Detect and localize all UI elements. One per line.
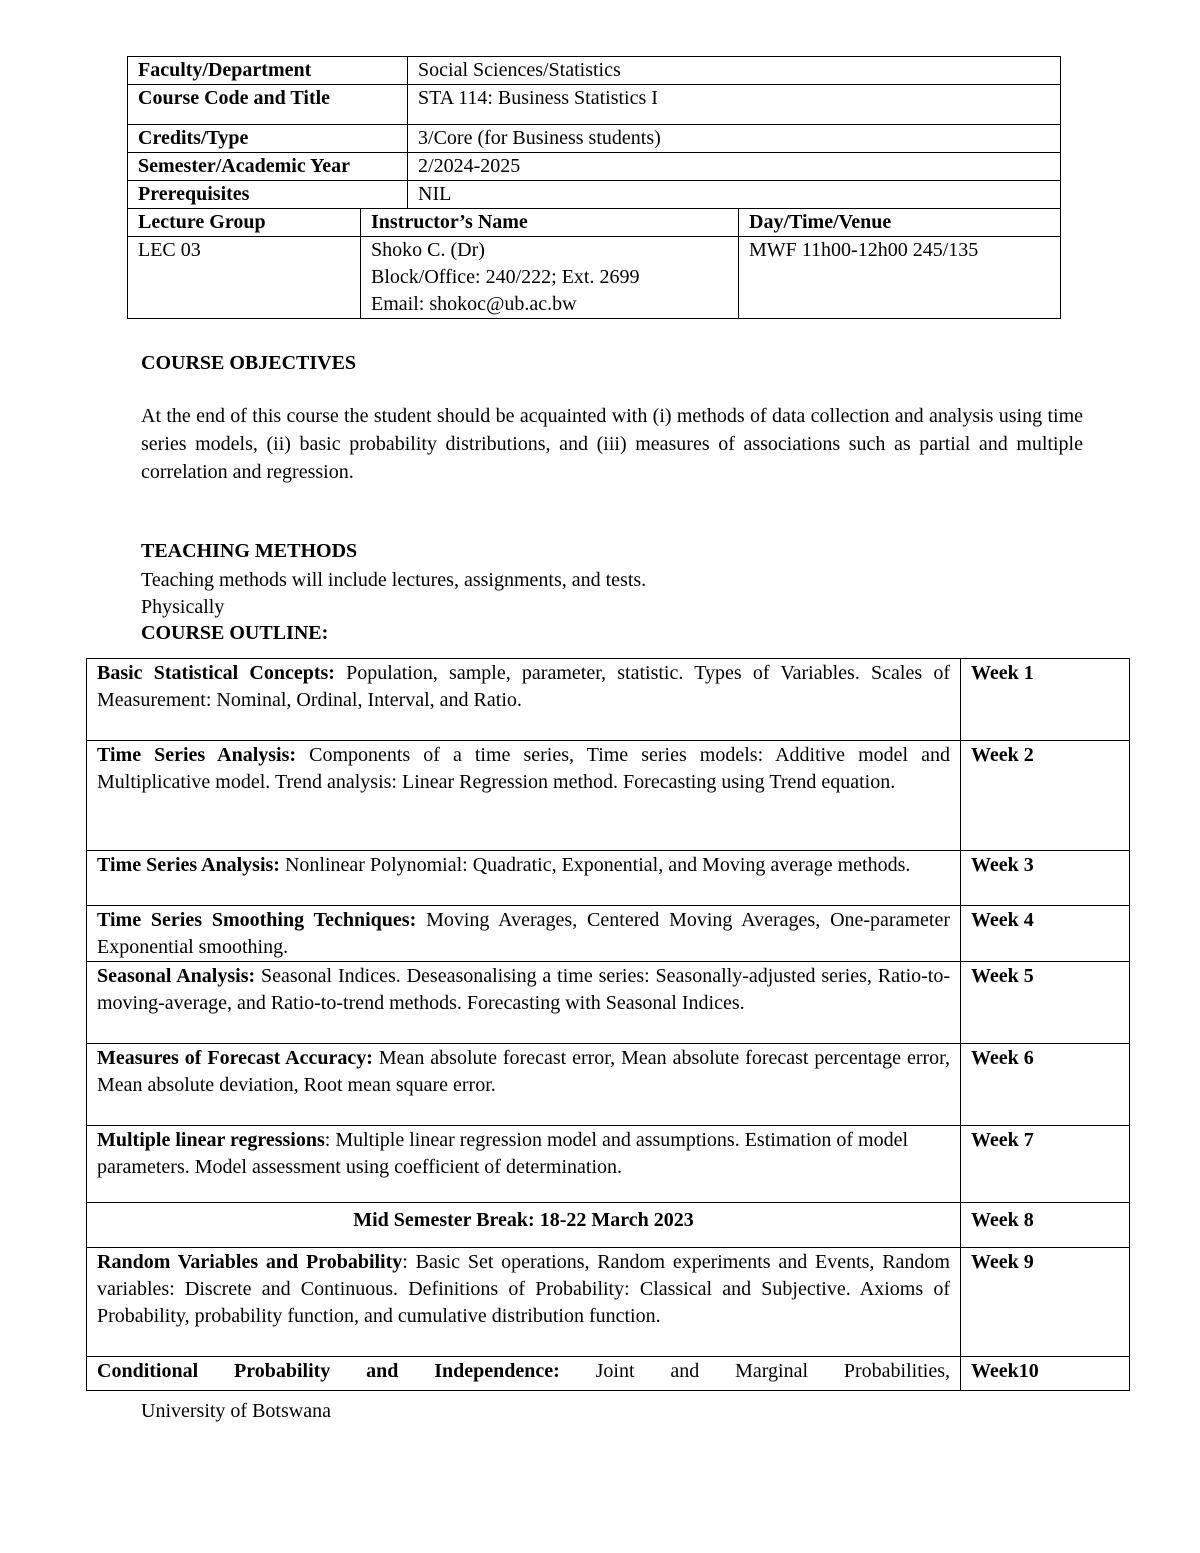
faculty-label: Faculty/Department [128, 57, 408, 85]
venue-header: Day/Time/Venue [739, 209, 1061, 237]
topic-title: Random Variables and Probability [97, 1251, 403, 1273]
credits-label: Credits/Type [128, 125, 408, 153]
instructor-header: Instructor’s Name [361, 209, 739, 237]
topic-title: Measures of Forecast Accuracy: [97, 1047, 373, 1069]
semester-label: Semester/Academic Year [128, 153, 408, 181]
outline-topic [87, 741, 961, 851]
course-label: Course Code and Title [128, 85, 408, 125]
objectives-text: At the end of this course the student should be acquainted with (i) methods of data collection and analysis using time series models, (ii) basic probability distributions, and (iii) measures of associations such as partial and multiple correlation and regression. [141, 405, 1083, 483]
course-outline-table [86, 658, 1130, 1391]
outline-week: Week10 [961, 1357, 1130, 1391]
prereq-value: NIL [408, 181, 1061, 209]
course-value: STA 114: Business Statistics I [408, 85, 1061, 125]
outline-week: Week 5 [961, 962, 1130, 1044]
course-info-table [127, 56, 1061, 319]
outline-row [87, 741, 1130, 851]
faculty-value: Social Sciences/Statistics [408, 57, 1061, 85]
outline-row [87, 1044, 1130, 1126]
venue-value: MWF 11h00-12h00 245/135 [739, 237, 1061, 319]
instructor-email: Email: shokoc@ub.ac.bw [371, 293, 577, 315]
topic-text: : Basic Set operations, Random experiments and Events, Random variables: Discrete and Continuous. Definitions of Probability: Classical and Subjective. Axioms of Probability, probability function, and cumulative distribution function. [97, 1251, 950, 1327]
outline-topic [87, 906, 961, 962]
outline-week: Week 9 [961, 1248, 1130, 1357]
topic-text: Population, sample, parameter, statistic. Types of Variables. Scales of Measurement: Nominal, Ordinal, Interval, and Ratio. [97, 662, 950, 711]
topic-text: Components of a time series, Time series models: Additive model and Multiplicative model. Trend analysis: Linear Regression method. Forecasting using Trend equation. [97, 744, 951, 793]
outline-week: Week 8 [961, 1203, 1130, 1248]
topic-text: Joint and Marginal Probabilities, [559, 1360, 950, 1382]
outline-week: Week 6 [961, 1044, 1130, 1126]
outline-week: Week 3 [961, 851, 1130, 906]
topic-title: Basic Statistical Concepts: [97, 662, 335, 684]
outline-week: Week 7 [961, 1126, 1130, 1203]
prereq-label: Prerequisites [128, 181, 408, 209]
instructor-cell [361, 237, 739, 319]
outline-topic [87, 962, 961, 1044]
outline-heading: COURSE OUTLINE: [141, 622, 329, 644]
topic-title: Conditional Probability and Independence: [97, 1360, 560, 1382]
topic-title: Seasonal Analysis: [97, 965, 256, 987]
topic-title: Time Series Analysis: [97, 744, 297, 766]
topic-text: Nonlinear Polynomial: Quadratic, Exponential, and Moving average methods. [279, 854, 911, 876]
outline-week: Week 2 [961, 741, 1130, 851]
topic-title: Multiple linear regressions [97, 1129, 325, 1151]
outline-row [87, 1126, 1130, 1203]
footer-university: University of Botswana [141, 1400, 331, 1422]
topic-text: : Multiple linear regression model and assumptions. Estimation of model parameters. Model assessment using coefficient of determination. [97, 1129, 909, 1178]
group-header: Lecture Group [128, 209, 361, 237]
instructor-name: Shoko C. (Dr) [371, 239, 485, 261]
outline-row [87, 962, 1130, 1044]
teaching-line-1: Teaching methods will include lectures, assignments, and tests. [141, 569, 647, 591]
topic-text: Mean absolute forecast error, Mean absolute forecast percentage error, Mean absolute deviation, Root mean square error. [97, 1047, 950, 1096]
outline-row [87, 1248, 1130, 1357]
outline-row [87, 1203, 1130, 1248]
topic-title: Time Series Smoothing Techniques: [97, 909, 417, 931]
outline-break: Mid Semester Break: 18-22 March 2023 [87, 1203, 961, 1248]
outline-topic [87, 659, 961, 741]
instructor-office: Block/Office: 240/222; Ext. 2699 [371, 266, 640, 288]
outline-week: Week 1 [961, 659, 1130, 741]
outline-topic [87, 1126, 961, 1203]
outline-week: Week 4 [961, 906, 1130, 962]
teaching-line-2: Physically [141, 596, 225, 618]
group-value: LEC 03 [128, 237, 361, 319]
outline-row [87, 659, 1130, 741]
outline-row [87, 906, 1130, 962]
topic-title: Time Series Analysis: [97, 854, 280, 876]
topic-text: Moving Averages, Centered Moving Averages, One-parameter Exponential smoothing. [97, 909, 950, 958]
outline-row [87, 1357, 1130, 1391]
topic-text: Seasonal Indices. Deseasonalising a time series: Seasonally-adjusted series, Ratio-to-moving-average, and Ratio-to-trend methods. Forecasting with Seasonal Indices. [97, 965, 951, 1014]
outline-row [87, 851, 1130, 906]
outline-topic [87, 1044, 961, 1126]
outline-topic [87, 1357, 961, 1391]
outline-topic [87, 851, 961, 906]
credits-value: 3/Core (for Business students) [408, 125, 1061, 153]
objectives-heading: COURSE OBJECTIVES [141, 352, 357, 374]
outline-topic [87, 1248, 961, 1357]
teaching-heading: TEACHING METHODS [141, 540, 358, 562]
semester-value: 2/2024-2025 [408, 153, 1061, 181]
